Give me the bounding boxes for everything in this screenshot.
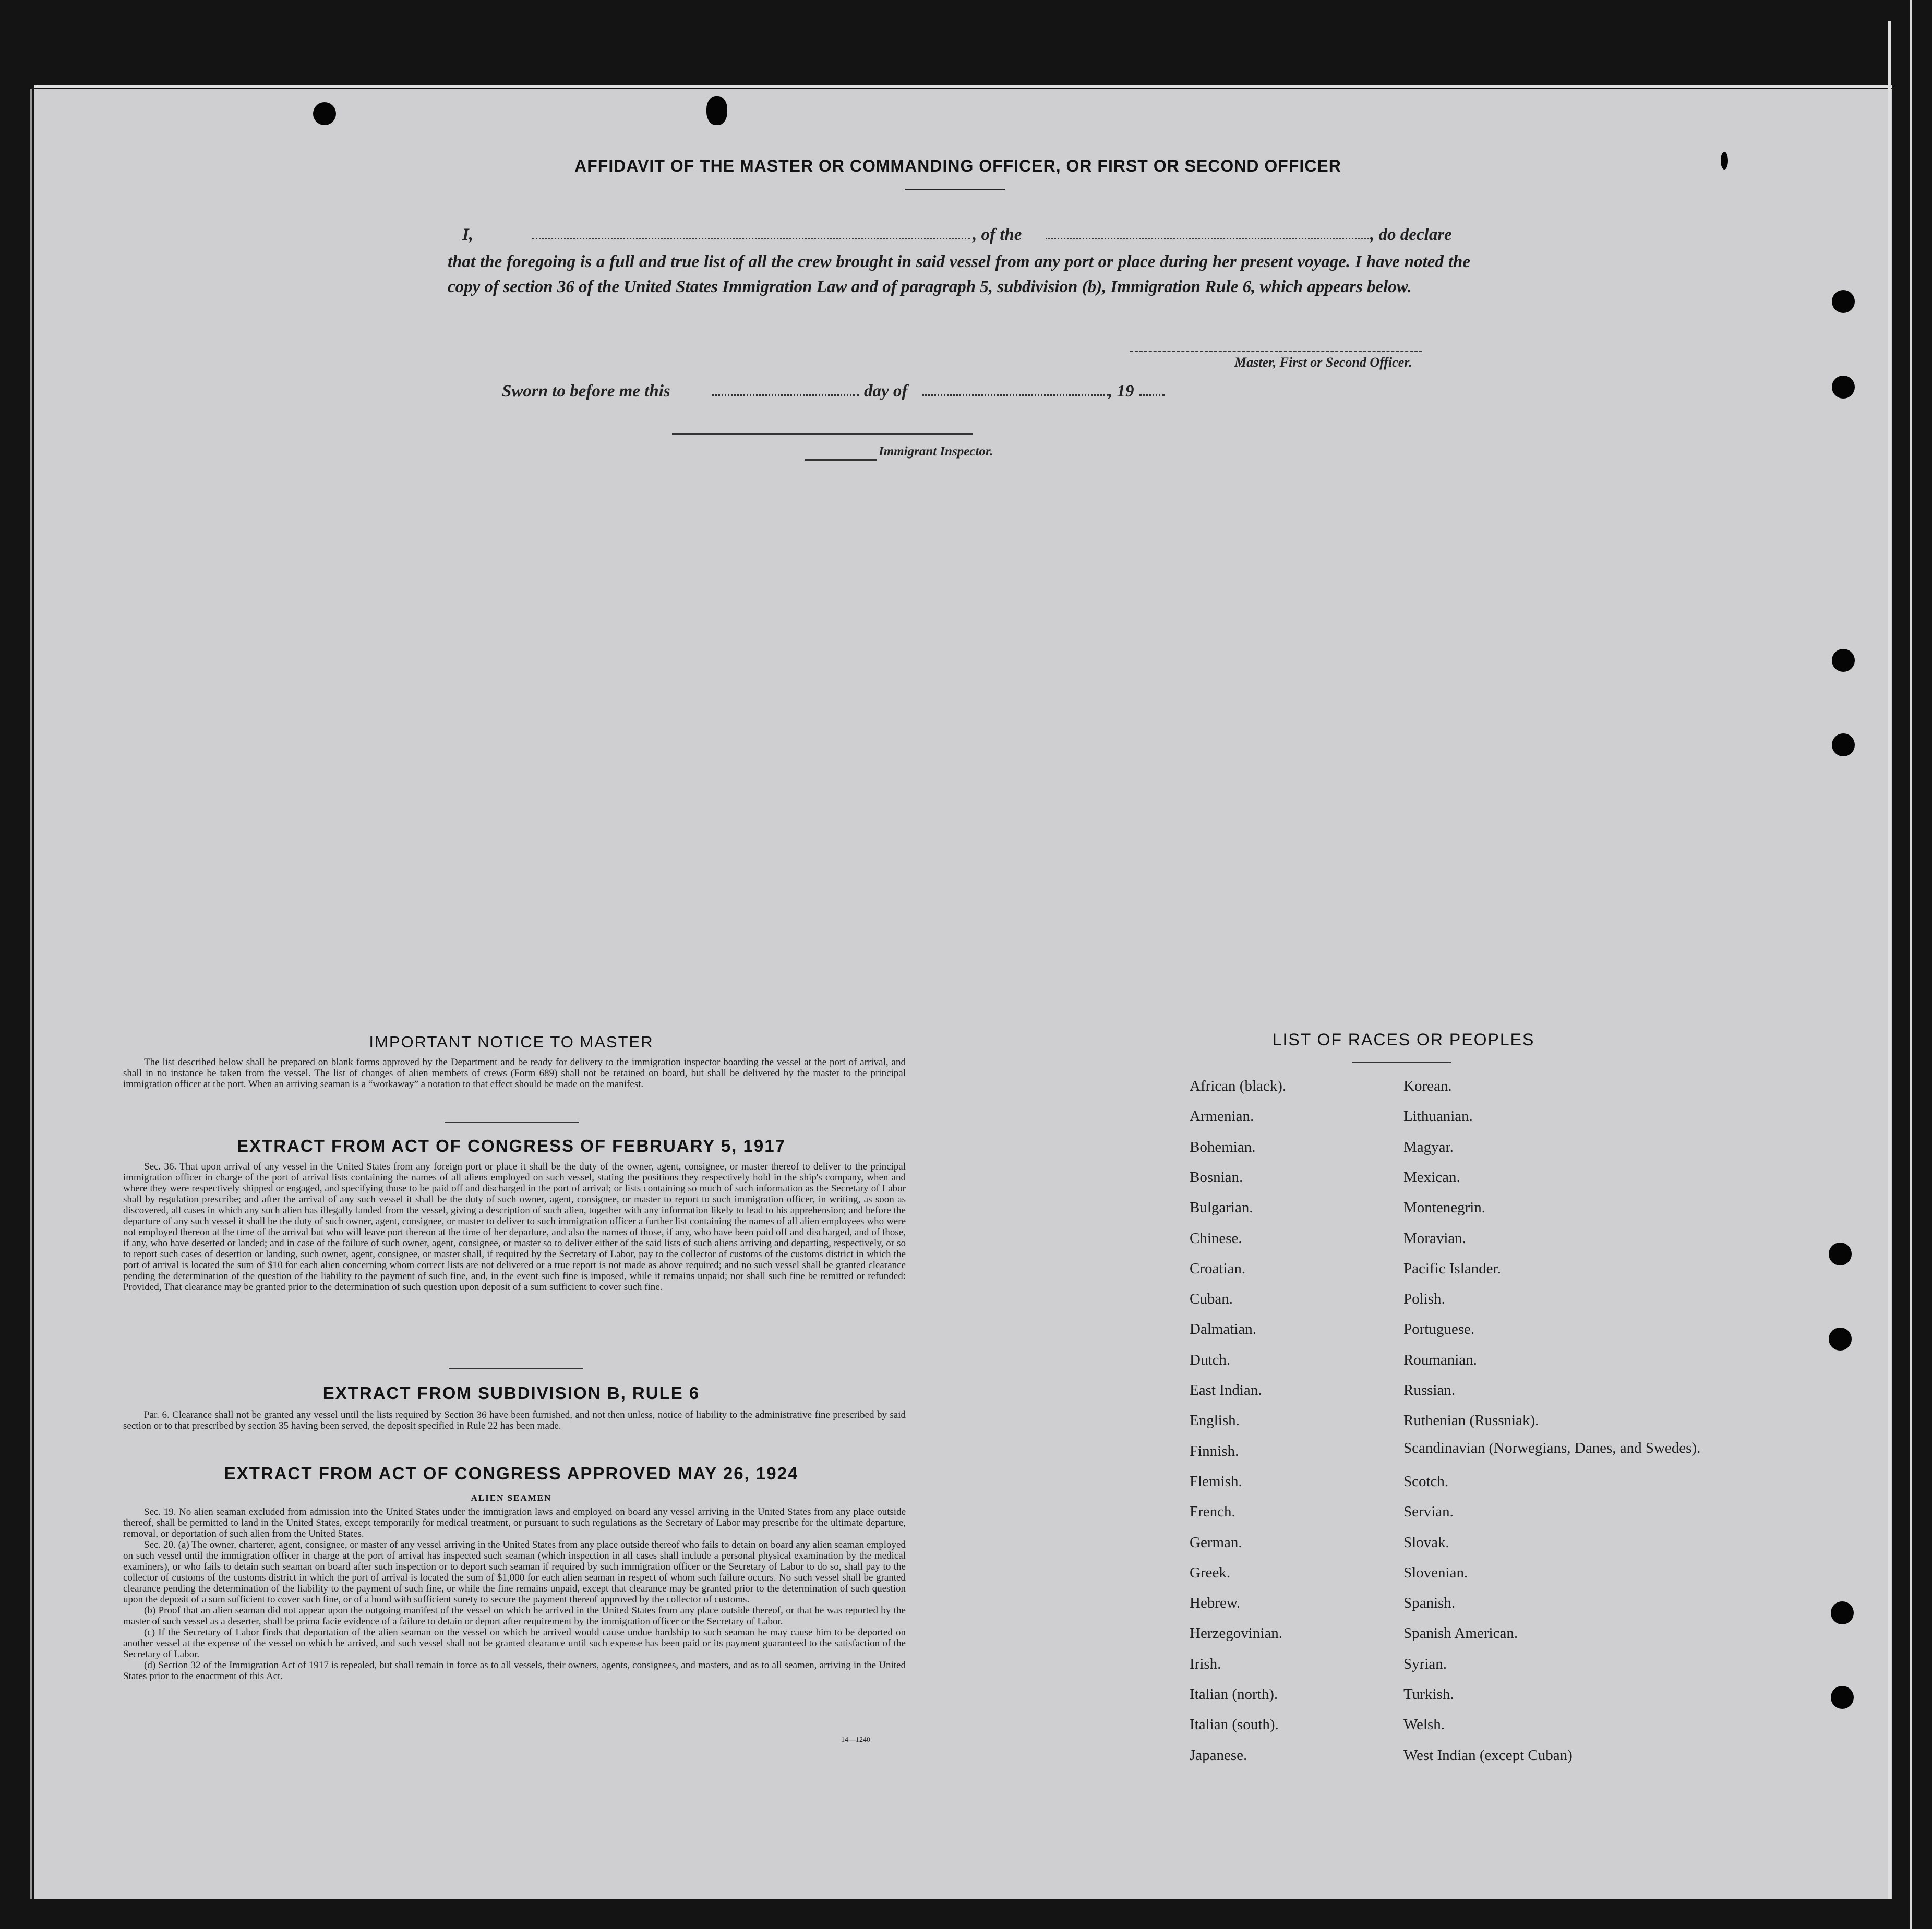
- punch-hole: [1831, 1686, 1854, 1709]
- extract-1917-text: Sec. 36. That upon arrival of any vessel in the United States from any foreign port or place it shall be the duty of the owner, agent, consignee, or master thereof to deliver to the principal immigration officer in charge of the port of arrival lists containing the names of all aliens employed on such vessel, stating the positions they respectively hold in the ship's company, when and where they were respectively shipped or engaged, and specifying those to be paid off and discharged in the port of arrival; or lists containing so much of such information as the Secretary of Labor shall by regulation prescribe; and after the arrival of any such vessel it shall be the duty of such owner, agent, consignee, or master to report to such immigration officer, in writing, as soon as discovered, all cases in which any such alien has illegally landed from the vessel, giving a description of such alien, together with any information likely to lead to his apprehension; and before the departure of any such vessel it shall be the duty of such owner, agent, consignee, or master to deliver to such immigration officer a further list containing the names of all alien employees who were not employed thereon at the time of the arrival but who will leave port thereon at the time of her departure, and also the names of those, if any, who have been paid off and discharged, and of those, if any, who have deserted or landed; and in case of the failure of such owner, agent, consignee, or master so to deliver either of the said lists of such aliens arriving and departing, respectively, or so to report such cases of desertion or landing, such owner, agent, consignee, or master shall, if required by the Secretary of Labor, pay to the collector of customs of the customs district in which the port of arrival is located the sum of $10 for each alien concerning whom correct lists are not delivered or a true report is not made as above required; and no such vessel shall be granted clearance pending the determination of the question of the liability to the payment of such fine, and, in the event such fine is imposed, while it remains unpaid; nor shall such fine be remitted or refunded: Provided, That clearance may be granted prior to the determination of such question upon deposit of a sum sufficient to cover such fine.: [123, 1161, 906, 1293]
- race-item: Portuguese.: [1403, 1321, 1475, 1338]
- extract-1924-sec20c: (c) If the Secretary of Labor finds that deportation of the alien seaman on the vessel on which he arrived would cause undue hardship to such seaman he may cause him to be deported on another vessel at the expense of the vessel on which he arrived, and such vessel shall not be granted clearance until such expense has been paid or its payment guaranteed to the satisfaction of the Secretary of Labor.: [123, 1627, 906, 1660]
- vessel-name-line[interactable]: [1046, 238, 1369, 239]
- affidavit-body: that the foregoing is a full and true list of all the crew brought in said vessel from any port or place during her present voyage. I have noted the copy of section 36 of the United States Immigration Law and of paragraph 5, subdivision (b), Immigration Rule 6, which appears below.: [448, 252, 1470, 296]
- race-item: Russian.: [1403, 1382, 1456, 1398]
- race-item: Syrian.: [1403, 1655, 1447, 1672]
- race-item: Bosnian.: [1190, 1168, 1243, 1186]
- sworn-day-line[interactable]: [712, 394, 859, 396]
- race-item: Herzegovinian.: [1190, 1625, 1282, 1642]
- race-item: Magyar.: [1403, 1138, 1454, 1155]
- inspector-prefix-line: [805, 459, 877, 461]
- affidavit-i-label: I,: [462, 225, 474, 244]
- race-item: Greek.: [1190, 1564, 1231, 1581]
- race-item: African (black).: [1190, 1078, 1287, 1094]
- race-item: Bulgarian.: [1190, 1199, 1253, 1216]
- race-item: Bohemian.: [1190, 1138, 1256, 1155]
- race-item: Irish.: [1190, 1655, 1221, 1672]
- punch-hole: [1832, 376, 1855, 399]
- race-item: Dutch.: [1190, 1351, 1231, 1368]
- race-item: Hebrew.: [1190, 1595, 1241, 1612]
- extract-1924-text: [123, 1506, 906, 1682]
- race-item: French.: [1190, 1503, 1235, 1521]
- race-item: Slovenian.: [1403, 1564, 1468, 1581]
- race-item: Turkish.: [1403, 1686, 1454, 1703]
- race-item: Japanese.: [1190, 1746, 1247, 1764]
- race-item: Italian (south).: [1190, 1716, 1279, 1733]
- notice-title: IMPORTANT NOTICE TO MASTER: [369, 1033, 654, 1051]
- extract-rule6-text: Par. 6. Clearance shall not be granted any vessel until the lists required by Section 36 have been furnished, and not then unless, notice of liability to the administrative fine prescribed by said section or to that prescribed by section 35 having been served, the deposit specified in Rule 22 has been made.: [123, 1409, 906, 1431]
- race-item: German.: [1190, 1534, 1242, 1551]
- extract-1924-sec19: Sec. 19. No alien seaman excluded from admission into the United States under the immigration laws and employed on board any vessel arriving in the United States from any place outside thereof, shall be permitted to land in the United States, except temporarily for medical treatment, or pursuant to such regulations as the Secretary of Labor may prescribe for the ultimate departure, removal, or deportation of such alien from the United States.: [123, 1506, 906, 1539]
- extract-1917-title: EXTRACT FROM ACT OF CONGRESS OF FEBRUARY 5, 1917: [237, 1136, 786, 1155]
- race-item: Pacific Islander.: [1403, 1260, 1501, 1277]
- sworn-day-of-label: day of: [864, 382, 908, 401]
- inspector-label: Immigrant Inspector.: [879, 444, 993, 459]
- notice-text: The list described below shall be prepared on blank forms approved by the Department and be ready for delivery to the immigration inspector boarding the vessel at the port of arrival, and shall in no instance be taken from the vessel. The list of changes of alien members of crews (Form 689) shall not be retained on board, but shall be delivered by the master to the principal immigration officer at the port. When an arriving seaman is a “workaway” a notation to that effect should be made on the manifest.: [123, 1057, 906, 1090]
- race-item: Lithuanian.: [1403, 1108, 1473, 1125]
- scan-edge-right: [1888, 21, 1891, 1899]
- punch-hole: [1721, 152, 1728, 170]
- extract-1924-sec20b: (b) Proof that an alien seaman did not appear upon the outgoing manifest of the vessel on which he arrived in the United States from any place outside thereof, or that he was reported by the master of such vessel as a deserter, shall be prima facie evidence of a failure to detain or deport after requirement by the immigration officer or the Secretary of Labor.: [123, 1605, 906, 1627]
- punch-hole: [313, 102, 336, 125]
- punch-hole: [1832, 733, 1855, 756]
- divider: [449, 1368, 583, 1369]
- race-item: Croatian.: [1190, 1260, 1246, 1277]
- punch-hole: [706, 96, 727, 125]
- punch-hole: [1831, 1601, 1854, 1624]
- race-item: Ruthenian (Russniak).: [1403, 1412, 1539, 1429]
- punch-hole: [1829, 1243, 1852, 1265]
- master-signature-label: Master, First or Second Officer.: [1234, 355, 1412, 370]
- affidavit-title: AFFIDAVIT OF THE MASTER OR COMMANDING OFFICER, OR FIRST OR SECOND OFFICER: [574, 156, 1341, 175]
- scan-edge-fold: [1910, 0, 1912, 1929]
- sworn-prefix: Sworn to before me this: [502, 382, 670, 401]
- races-title-underline: [1352, 1062, 1451, 1063]
- race-item: Flemish.: [1190, 1473, 1242, 1490]
- race-item: Chinese.: [1190, 1229, 1242, 1247]
- extract-rule6-title: EXTRACT FROM SUBDIVISION B, RULE 6: [322, 1383, 700, 1403]
- race-item: Italian (north).: [1190, 1686, 1278, 1703]
- extract-1924-sec20a: Sec. 20. (a) The owner, charterer, agent, consignee, or master of any vessel arriving in the United States from any place outside thereof who fails to detain on board any alien seaman employed on such vessel until the immigration officer in charge at the port of arrival has inspected such seaman (which inspection in all cases shall include a personal physical examination by the medical examiners), or who fails to detain such seaman on board after such inspection or to deport such seaman if required by such immigration officer or the Secretary of Labor to do so, shall pay to the collector of customs of the customs district in which the port of arrival is located the sum of $1,000 for each alien seaman in respect of whom such failure occurs. No such vessel shall be granted clearance pending the determination of the liability to the payment of such fine, or while the fine remains unpaid, except that clearance may be granted prior to the determination of such question upon the deposit of a sum sufficient to cover such fine, or of a bond with sufficient surety to secure the payment thereof approved by the collector of customs.: [123, 1539, 906, 1605]
- master-signature-line[interactable]: [1130, 351, 1422, 352]
- race-item: English.: [1190, 1412, 1240, 1429]
- race-item: Finnish.: [1190, 1442, 1239, 1460]
- affidavit-declare-label: , do declare: [1370, 225, 1452, 244]
- form-number: 14—1240: [841, 1736, 870, 1744]
- affiant-name-line[interactable]: [532, 238, 970, 239]
- race-item: Scandinavian (Norwegians, Danes, and Swedes).: [1403, 1439, 1701, 1456]
- race-item: Servian.: [1403, 1503, 1454, 1521]
- race-item: Polish.: [1403, 1291, 1445, 1308]
- punch-hole: [1832, 290, 1855, 313]
- races-right-column: [1403, 1078, 1701, 1766]
- extract-1924-subtitle: ALIEN SEAMEN: [471, 1493, 552, 1503]
- race-item: Welsh.: [1403, 1716, 1445, 1733]
- inspector-signature-line[interactable]: [672, 433, 973, 435]
- race-item: East Indian.: [1190, 1382, 1262, 1398]
- race-item: Moravian.: [1403, 1229, 1466, 1247]
- scan-edge-top: [34, 85, 1892, 88]
- race-item: Dalmatian.: [1190, 1321, 1257, 1338]
- race-item: Spanish.: [1403, 1595, 1456, 1612]
- race-item: Slovak.: [1403, 1534, 1449, 1551]
- scan-edge-left: [30, 89, 32, 1899]
- races-left-column: [1190, 1078, 1388, 1766]
- affidavit-title-underline: [905, 189, 1005, 190]
- race-item: Korean.: [1403, 1078, 1452, 1094]
- punch-hole: [1829, 1328, 1852, 1351]
- race-item: Cuban.: [1190, 1291, 1233, 1308]
- race-item: West Indian (except Cuban): [1403, 1746, 1573, 1764]
- extract-1924-title: EXTRACT FROM ACT OF CONGRESS APPROVED MAY 26, 1924: [224, 1464, 799, 1483]
- race-item: Montenegrin.: [1403, 1199, 1486, 1216]
- races-title: LIST OF RACES OR PEOPLES: [1272, 1030, 1535, 1049]
- race-item: Armenian.: [1190, 1108, 1254, 1125]
- race-item: Mexican.: [1403, 1168, 1460, 1186]
- sworn-year-label: , 19: [1108, 382, 1134, 401]
- race-item: Spanish American.: [1403, 1625, 1518, 1642]
- race-item: Roumanian.: [1403, 1351, 1477, 1368]
- sworn-month-line[interactable]: [922, 394, 1108, 396]
- race-item: Scotch.: [1403, 1473, 1449, 1490]
- affidavit-of-the-label: , of the: [973, 225, 1022, 244]
- punch-hole: [1832, 649, 1855, 672]
- extract-1924-sec20d: (d) Section 32 of the Immigration Act of 1917 is repealed, but shall remain in force as to all vessels, their owners, agents, consignees, and masters, and as to all seamen, arriving in the United States prior to the enactment of this Act.: [123, 1660, 906, 1682]
- divider: [445, 1122, 579, 1123]
- sworn-year-line[interactable]: [1139, 394, 1165, 396]
